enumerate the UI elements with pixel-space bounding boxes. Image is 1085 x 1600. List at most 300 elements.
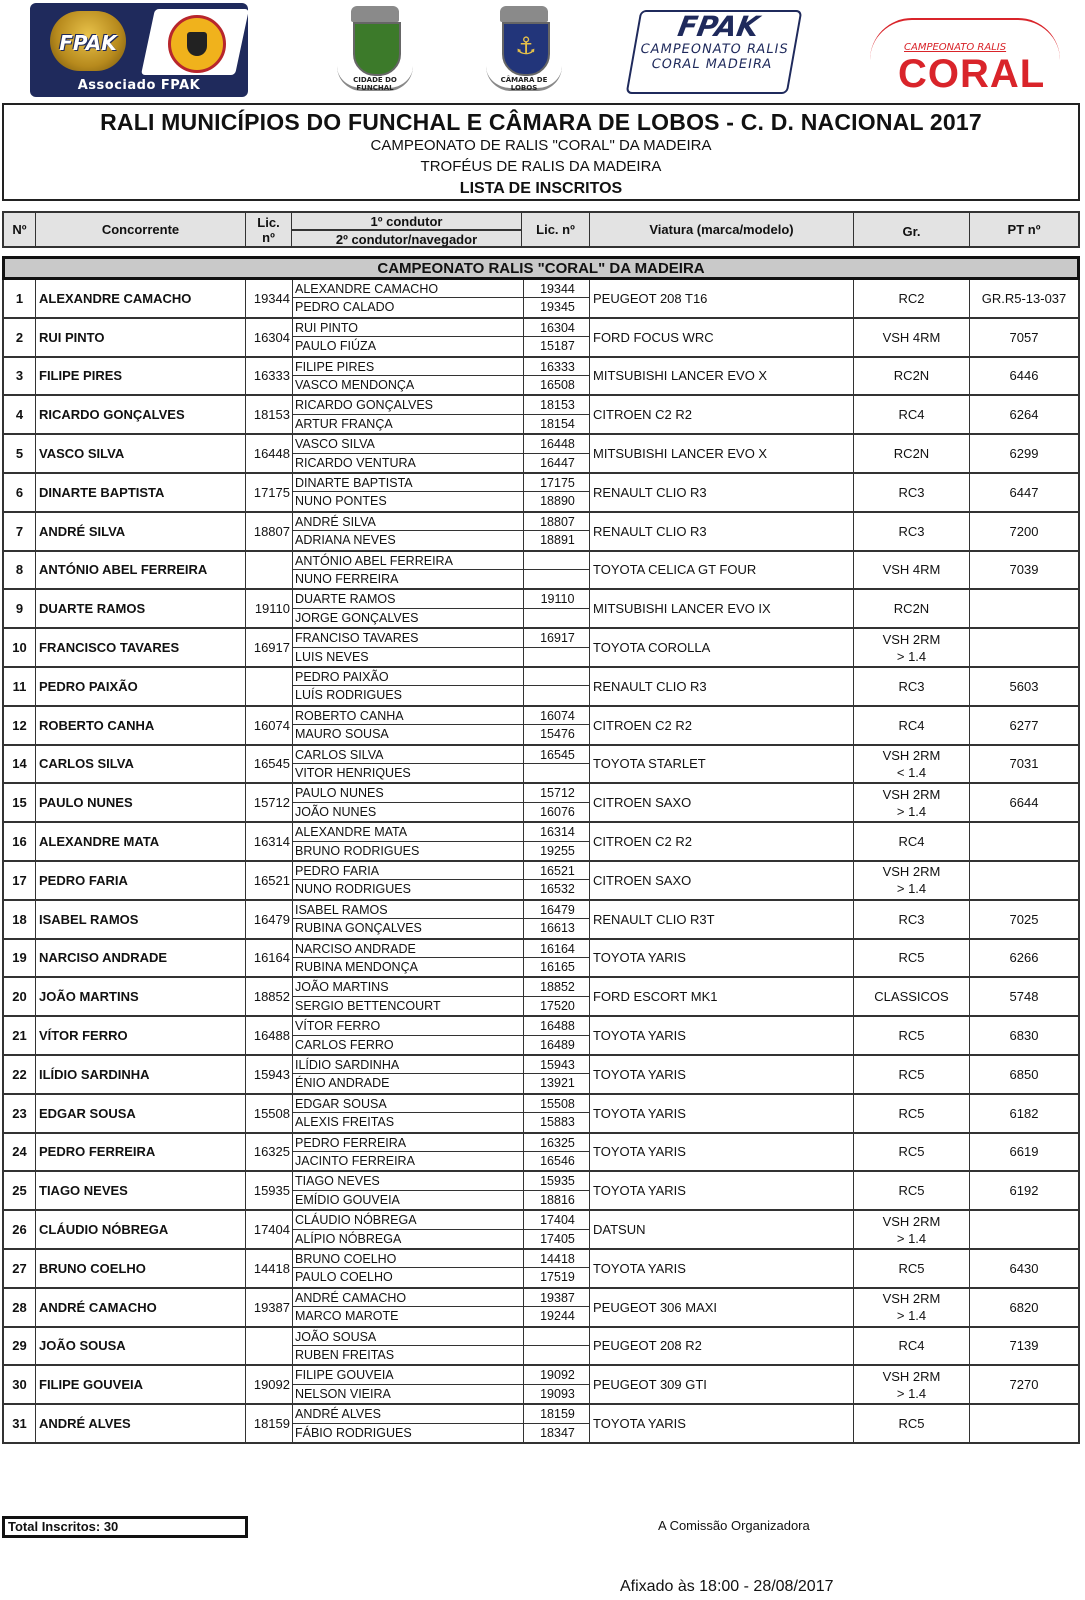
group-class: RC3: [898, 678, 925, 694]
organizing-committee: A Comissão Organizadora: [658, 1518, 810, 1533]
competitor-license: 15943: [253, 1066, 290, 1082]
pt-number: 6277: [1009, 717, 1039, 733]
competitor-license: 19344: [253, 290, 290, 306]
driver1-license: 19387: [523, 1289, 591, 1306]
drivers-cell: [292, 513, 590, 550]
drivers-cell: [292, 1172, 590, 1209]
table-row: [2, 319, 1080, 358]
drivers-cell: [292, 901, 590, 938]
competitor-license: 16545: [253, 756, 290, 772]
table-row: [2, 1211, 1080, 1250]
pt-number: 6264: [1009, 407, 1039, 423]
driver2-license: 19244: [523, 1307, 591, 1325]
drivers-cell: [292, 1017, 590, 1054]
logo-bar: [0, 0, 1085, 102]
driver1-row: [293, 668, 589, 686]
competitor-license: [246, 1328, 292, 1365]
car-model: MITSUBISHI LANCER EVO X: [590, 435, 854, 472]
driver1-license: 15508: [523, 1095, 591, 1112]
driver1-row: [293, 823, 589, 841]
driver2-row: [293, 1307, 589, 1325]
drivers-cell: [292, 1328, 590, 1365]
driver2-row: [293, 725, 589, 743]
driver1-row: [293, 1366, 589, 1384]
group-class: RC2N: [893, 446, 930, 462]
driver2-license: 16508: [523, 376, 591, 394]
drivers-cell: [292, 862, 590, 899]
competitor-license: 16325: [253, 1144, 290, 1160]
entry-number: 18: [4, 901, 36, 938]
col-competitor-header: Concorrente: [36, 213, 246, 246]
car-model: RENAULT CLIO R3: [590, 513, 854, 550]
table-row: [2, 940, 1080, 979]
driver2-license: 16489: [523, 1036, 591, 1054]
driver2-row: [293, 298, 589, 316]
driver1-name: PAULO NUNES: [295, 786, 384, 801]
group-class: VSH 2RM: [882, 786, 941, 802]
pt-number: [970, 862, 1078, 899]
pt-number: 5748: [1009, 989, 1039, 1005]
crown-icon: [351, 6, 399, 22]
driver2-license: 13921: [523, 1074, 591, 1092]
driver1-name: JOÃO MARTINS: [295, 980, 389, 995]
pt-number: 7057: [1009, 329, 1039, 345]
car-model: TOYOTA YARIS: [590, 1172, 854, 1209]
group-cell: [854, 474, 970, 511]
driver1-name: BRUNO COELHO: [295, 1251, 397, 1266]
driver2-row: [293, 1385, 589, 1403]
drivers-cell: [292, 358, 590, 395]
car-model: RENAULT CLIO R3: [590, 474, 854, 511]
competitor-license: 16164: [253, 950, 290, 966]
pt-number: [970, 629, 1078, 666]
pt-number: 7039: [1009, 562, 1039, 578]
driver1-row: [293, 1056, 589, 1074]
drivers-cell: [292, 396, 590, 433]
car-model: PEUGEOT 309 GTI: [590, 1366, 854, 1403]
table-row: [2, 668, 1080, 707]
posted-timestamp: Afixado às 18:00 - 28/08/2017: [620, 1578, 834, 1595]
group-cell: [854, 1056, 970, 1093]
driver1-row: [293, 1211, 589, 1229]
driver1-row: [293, 1095, 589, 1113]
table-header: [2, 211, 1080, 248]
drivers-cell: [292, 1134, 590, 1171]
entry-number: 15: [4, 784, 36, 821]
driver1-name: ISABEL RAMOS: [295, 902, 388, 917]
entry-number: 10: [4, 629, 36, 666]
driver1-license: 16333: [523, 358, 591, 375]
driver1-row: [293, 1250, 589, 1268]
competitor-license: 18153: [253, 407, 290, 423]
entry-number: 20: [4, 978, 36, 1015]
driver1-name: FRANCISO TAVARES: [295, 631, 419, 646]
driver2-license: 19093: [523, 1385, 591, 1403]
col-lic-line2: nº: [262, 229, 275, 245]
driver2-name: PAULO COELHO: [295, 1270, 393, 1285]
driver2-license: [523, 1346, 591, 1364]
group-cell: [854, 823, 970, 860]
table-row: [2, 901, 1080, 940]
driver1-name: ANDRÉ SILVA: [295, 514, 376, 529]
table-row: [2, 474, 1080, 513]
driver1-license: 14418: [523, 1250, 591, 1267]
drivers-cell: [292, 629, 590, 666]
drivers-cell: [292, 1250, 590, 1287]
driver2-name: ALEXIS FREITAS: [295, 1115, 395, 1130]
car-model: CITROEN SAXO: [590, 784, 854, 821]
group-class: RC3: [898, 911, 925, 927]
driver2-license: 18890: [523, 492, 591, 510]
driver2-row: [293, 1230, 589, 1248]
pt-number: 6850: [1009, 1066, 1039, 1082]
table-row: [2, 823, 1080, 862]
group-cell: [854, 901, 970, 938]
competitor-license: 16488: [253, 1028, 290, 1044]
driver2-row: [293, 686, 589, 704]
drivers-cell: [292, 823, 590, 860]
driver1-name: PEDRO FERREIRA: [295, 1135, 407, 1150]
driver1-license: 16521: [523, 862, 591, 879]
group-cell: [854, 396, 970, 433]
driver1-license: 18153: [523, 396, 591, 413]
driver2-license: 15187: [523, 337, 591, 355]
driver2-name: LUÍS RODRIGUES: [295, 688, 402, 703]
car-model: TOYOTA YARIS: [590, 940, 854, 977]
driver1-row: [293, 396, 589, 414]
driver1-name: FILIPE GOUVEIA: [295, 1368, 394, 1383]
driver2-license: 18891: [523, 531, 591, 549]
car-model: TOYOTA YARIS: [590, 1405, 854, 1442]
col-car-header: Viatura (marca/modelo): [590, 213, 854, 246]
group-cell: [854, 319, 970, 356]
fpak-logo-subtitle: CAMPEONATO RALIS CORAL MADEIRA: [639, 42, 790, 72]
drivers-cell: [292, 474, 590, 511]
pt-number: [970, 590, 1078, 627]
driver2-row: [293, 570, 589, 588]
competitor-name: FRANCISCO TAVARES: [36, 629, 246, 666]
competitor-name: ANDRÉ SILVA: [36, 513, 246, 550]
group-class: VSH 2RM: [882, 1213, 941, 1229]
col-driver-lic-header: Lic. nº: [522, 213, 590, 246]
entry-number: 27: [4, 1250, 36, 1287]
pt-number: 7025: [1009, 911, 1039, 927]
competitor-name: RICARDO GONÇALVES: [36, 396, 246, 433]
driver1-name: FILIPE PIRES: [295, 359, 375, 374]
car-model: PEUGEOT 208 R2: [590, 1328, 854, 1365]
lobos-ribbon-text: CÂMARA DE LOBOS: [500, 76, 548, 92]
pt-number: 6192: [1009, 1183, 1039, 1199]
driver2-name: JOÃO NUNES: [295, 804, 377, 819]
group-cell: [854, 668, 970, 705]
group-cell: [854, 1095, 970, 1132]
table-row: [2, 590, 1080, 629]
pt-number: 6830: [1009, 1028, 1039, 1044]
car-model: TOYOTA STARLET: [590, 746, 854, 783]
entry-number: 17: [4, 862, 36, 899]
pt-number: 7200: [1009, 523, 1039, 539]
campeonato-coral-logo: [862, 12, 1072, 96]
competitor-license: 16314: [253, 834, 290, 850]
fpak-associado-logo: [30, 3, 248, 97]
table-row: [2, 629, 1080, 668]
driver1-license: 15935: [523, 1172, 591, 1189]
associado-caption: Associado FPAK: [77, 78, 201, 93]
group-class: RC4: [898, 717, 925, 733]
entry-number: 16: [4, 823, 36, 860]
competitor-name: BRUNO COELHO: [36, 1250, 246, 1287]
driver1-license: 16164: [523, 940, 591, 957]
car-model: TOYOTA YARIS: [590, 1017, 854, 1054]
driver1-row: [293, 319, 589, 337]
competitor-name: ILÍDIO SARDINHA: [36, 1056, 246, 1093]
driver1-name: ALEXANDRE MATA: [295, 825, 408, 840]
competitor-name: JOÃO MARTINS: [36, 978, 246, 1015]
competitor-name: RUI PINTO: [36, 319, 246, 356]
driver1-license: [523, 552, 591, 569]
group-class: RC3: [898, 484, 925, 500]
group-cell: [854, 1211, 970, 1248]
driver1-license: 17175: [523, 474, 591, 491]
driver2-row: [293, 454, 589, 472]
entry-number: 1: [4, 280, 36, 317]
driver1-license: 16448: [523, 435, 591, 452]
driver1-name: VÍTOR FERRO: [295, 1019, 381, 1034]
group-class: RC5: [898, 1144, 925, 1160]
group-cell: [854, 358, 970, 395]
entry-number: 6: [4, 474, 36, 511]
car-model: FORD ESCORT MK1: [590, 978, 854, 1015]
driver2-row: [293, 1346, 589, 1364]
title-box: [2, 103, 1080, 201]
car-model: PEUGEOT 208 T16: [590, 280, 854, 317]
driver1-row: [293, 1172, 589, 1190]
fpak-logo-title: FPAK: [675, 10, 762, 43]
driver1-name: RICARDO GONÇALVES: [295, 398, 433, 413]
driver2-license: 15883: [523, 1113, 591, 1131]
driver2-name: ARTUR FRANÇA: [295, 416, 393, 431]
driver1-row: [293, 746, 589, 764]
table-row: [2, 1056, 1080, 1095]
group-class: RC4: [898, 1338, 925, 1354]
driver1-name: EDGAR SOUSA: [295, 1096, 387, 1111]
driver2-name: MARCO MAROTE: [295, 1309, 399, 1324]
entry-number: 5: [4, 435, 36, 472]
driver2-name: LUIS NEVES: [295, 649, 369, 664]
driver2-license: 16076: [523, 803, 591, 821]
competitor-name: FILIPE GOUVEIA: [36, 1366, 246, 1403]
driver2-row: [293, 648, 589, 666]
driver1-license: 18159: [523, 1405, 591, 1422]
driver2-row: [293, 764, 589, 782]
group-class: RC5: [898, 1105, 925, 1121]
car-model: PEUGEOT 306 MAXI: [590, 1289, 854, 1326]
group-class: RC2N: [893, 601, 930, 617]
competitor-license: 15935: [253, 1183, 290, 1199]
fpak-coral-madeira-logo: [626, 10, 803, 94]
championship-subtitle: CAMPEONATO DE RALIS "CORAL" DA MADEIRA: [370, 137, 712, 154]
driver1-row: [293, 552, 589, 570]
group-class: RC5: [898, 950, 925, 966]
entry-number: 2: [4, 319, 36, 356]
group-cell: [854, 435, 970, 472]
fpak-badge-icon: [50, 11, 126, 71]
car-model: TOYOTA YARIS: [590, 1056, 854, 1093]
car-model: CITROEN C2 R2: [590, 396, 854, 433]
competitor-license: 18852: [253, 989, 290, 1005]
competitor-license: 19387: [253, 1299, 290, 1315]
section-header: CAMPEONATO RALIS "CORAL" DA MADEIRA: [2, 256, 1080, 280]
competitor-name: CARLOS SILVA: [36, 746, 246, 783]
driver2-row: [293, 958, 589, 976]
driver2-row: [293, 1152, 589, 1170]
driver1-name: ANTÓNIO ABEL FERREIRA: [295, 553, 453, 568]
group-subclass: < 1.4: [896, 764, 927, 780]
driver1-name: VASCO SILVA: [295, 437, 375, 452]
driver2-name: SERGIO BETTENCOURT: [295, 998, 441, 1013]
table-row: [2, 1250, 1080, 1289]
group-class: RC5: [898, 1066, 925, 1082]
driver2-license: 18154: [523, 415, 591, 433]
driver1-license: 15712: [523, 784, 591, 801]
driver2-row: [293, 1268, 589, 1286]
driver1-license: 16917: [523, 629, 591, 646]
car-model: FORD FOCUS WRC: [590, 319, 854, 356]
driver1-license: 16488: [523, 1017, 591, 1034]
group-cell: [854, 590, 970, 627]
driver2-license: 16447: [523, 454, 591, 472]
competitor-license: 16917: [253, 640, 290, 656]
driver1-row: [293, 280, 589, 298]
group-cell: [854, 784, 970, 821]
driver2-name: NELSON VIEIRA: [295, 1386, 391, 1401]
driver2-name: RUBINA GONÇALVES: [295, 921, 422, 936]
pt-number: 7031: [1009, 756, 1039, 772]
driver2-license: 18816: [523, 1191, 591, 1209]
drivers-cell: [292, 1405, 590, 1442]
group-cell: [854, 978, 970, 1015]
driver2-license: 16532: [523, 880, 591, 898]
entry-number: 4: [4, 396, 36, 433]
driver2-name: JORGE GONÇALVES: [295, 610, 419, 625]
table-row: [2, 1017, 1080, 1056]
driver2-row: [293, 919, 589, 937]
pt-number: 5603: [1009, 678, 1039, 694]
table-row: [2, 552, 1080, 591]
group-cell: [854, 1134, 970, 1171]
pt-number: 6447: [1009, 484, 1039, 500]
col-group-header: Gr.: [854, 213, 970, 246]
col-driver1-header: 1º condutor: [292, 213, 521, 231]
table-row: [2, 1172, 1080, 1211]
drivers-cell: [292, 552, 590, 589]
car-model: MITSUBISHI LANCER EVO IX: [590, 590, 854, 627]
group-cell: [854, 280, 970, 317]
driver2-license: 19345: [523, 298, 591, 316]
car-model: TOYOTA CELICA GT FOUR: [590, 552, 854, 589]
group-cell: [854, 1250, 970, 1287]
table-row: [2, 396, 1080, 435]
table-row: [2, 978, 1080, 1017]
driver1-license: 16545: [523, 746, 591, 763]
entry-number: 23: [4, 1095, 36, 1132]
driver2-license: 18347: [523, 1424, 591, 1442]
table-row: [2, 435, 1080, 474]
driver1-name: ANDRÉ ALVES: [295, 1407, 381, 1422]
coral-logo-big-text: CORAL: [898, 52, 1046, 96]
driver1-row: [293, 862, 589, 880]
competitor-name: ISABEL RAMOS: [36, 901, 246, 938]
driver1-name: ANDRÉ CAMACHO: [295, 1290, 407, 1305]
driver2-name: BRUNO RODRIGUES: [295, 843, 420, 858]
competitor-license: 19092: [253, 1377, 290, 1393]
competitor-license: 16074: [253, 717, 290, 733]
group-class: VSH 4RM: [882, 329, 941, 345]
driver1-license: 16314: [523, 823, 591, 840]
fpak-badge-text: FPAK: [59, 31, 117, 55]
driver2-license: [523, 648, 591, 666]
drivers-cell: [292, 668, 590, 705]
driver2-license: 15476: [523, 725, 591, 743]
driver2-row: [293, 415, 589, 433]
competitor-name: ANDRÉ CAMACHO: [36, 1289, 246, 1326]
competitor-name: JOÃO SOUSA: [36, 1328, 246, 1365]
driver1-name: CLÁUDIO NÓBREGA: [295, 1213, 417, 1228]
camara-de-lobos-crest-logo: [482, 6, 566, 98]
driver2-name: ÉNIO ANDRADE: [295, 1076, 390, 1091]
group-class: RC4: [898, 834, 925, 850]
table-row: [2, 707, 1080, 746]
driver1-name: ILÍDIO SARDINHA: [295, 1057, 400, 1072]
driver1-license: 16325: [523, 1134, 591, 1151]
competitor-name: CLÁUDIO NÓBREGA: [36, 1211, 246, 1248]
competitor-name: PEDRO FARIA: [36, 862, 246, 899]
crown-icon: [500, 6, 548, 22]
driver1-row: [293, 1405, 589, 1423]
drivers-cell: [292, 1095, 590, 1132]
competitor-name: TIAGO NEVES: [36, 1172, 246, 1209]
driver2-name: RUBINA MENDONÇA: [295, 959, 418, 974]
group-subclass: > 1.4: [896, 648, 927, 664]
col-driver2-header: 2º condutor/navegador: [335, 231, 478, 247]
cd-nacional-crest-icon: [168, 15, 226, 73]
drivers-cell: [292, 1211, 590, 1248]
driver1-row: [293, 1134, 589, 1152]
driver1-license: 16479: [523, 901, 591, 918]
driver1-row: [293, 1328, 589, 1346]
competitor-name: DINARTE BAPTISTA: [36, 474, 246, 511]
funchal-crest-logo: [333, 6, 417, 98]
table-row: [2, 862, 1080, 901]
entry-number: 14: [4, 746, 36, 783]
competitor-name: NARCISO ANDRADE: [36, 940, 246, 977]
driver1-row: [293, 513, 589, 531]
driver1-row: [293, 978, 589, 996]
driver2-row: [293, 1424, 589, 1442]
competitor-name: DUARTE RAMOS: [36, 590, 246, 627]
car-model: DATSUN: [590, 1211, 854, 1248]
table-row: [2, 1366, 1080, 1405]
pt-number: [970, 1211, 1078, 1248]
driver2-name: VASCO MENDONÇA: [295, 377, 415, 392]
driver1-row: [293, 629, 589, 647]
group-cell: [854, 1289, 970, 1326]
group-subclass: > 1.4: [896, 1230, 927, 1246]
entries-table: [2, 280, 1080, 1444]
driver2-name: RUBEN FREITAS: [295, 1347, 395, 1362]
group-class: RC2N: [893, 368, 930, 384]
driver1-license: 19110: [523, 590, 591, 607]
